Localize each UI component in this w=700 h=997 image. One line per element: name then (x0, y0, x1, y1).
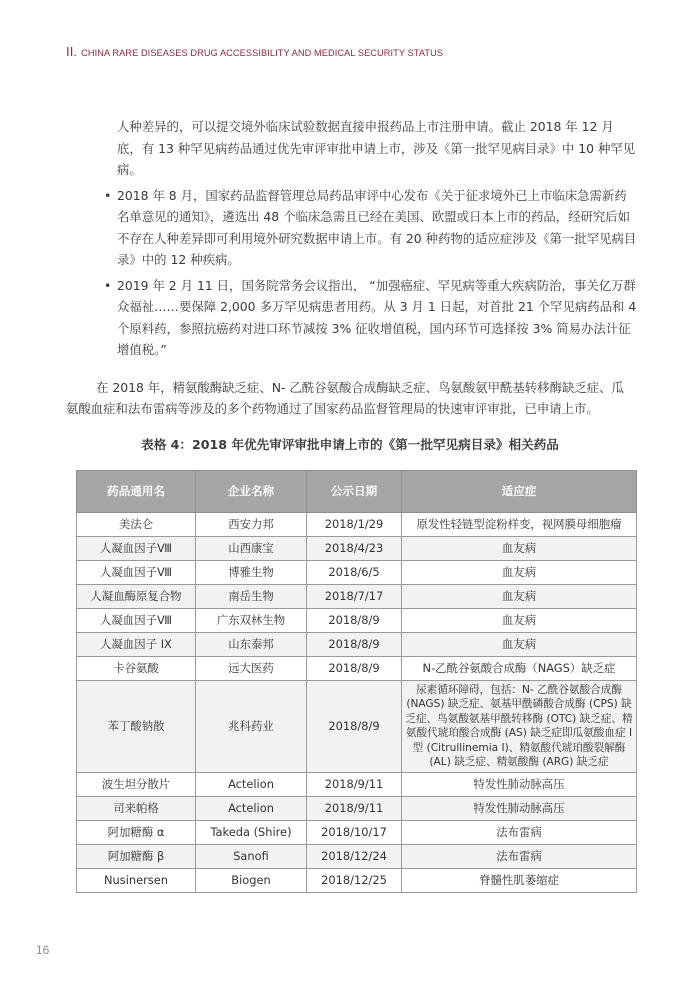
cell-company: 南岳生物 (196, 584, 307, 608)
drugs-table (76, 470, 637, 894)
table-row (77, 632, 637, 656)
cell-date: 2018/12/25 (307, 869, 402, 893)
bullet-icon: • (104, 187, 112, 203)
cell-date: 2018/1/29 (307, 512, 402, 536)
table-body (77, 512, 637, 893)
column-header-drug-name: 药品通用名 (77, 470, 196, 512)
cell-drug-name: 人凝血酶原复合物 (77, 584, 196, 608)
table-row (77, 560, 637, 584)
cell-drug-name: 人凝血因子 IX (77, 632, 196, 656)
column-header-indication: 适应症 (402, 470, 637, 512)
cell-indication: 特发性肺动脉高压 (402, 773, 637, 797)
table-title: 表格 4：2018 年优先审评审批申请上市的《第一批罕见病目录》相关药品 (141, 436, 559, 452)
cell-company: 博雅生物 (196, 560, 307, 584)
content (0, 116, 700, 957)
cell-date: 2018/8/9 (307, 632, 402, 656)
cell-drug-name: 美法仑 (77, 512, 196, 536)
table-row (77, 584, 637, 608)
bullet-text: 2019 年 2 月 11 日，国务院常务会议指出， “加强癌症、罕见病等重大疾病防治，事关亿万群众福祉……要保障 2,000 多万罕见病患者用药。从 3 月 1 日起，对首批 21 个罕见病药品和 4 个原料药，参照抗癌药对进口环节减按 3% 征收增值税，国内环节可选择按 3% 简易办法计征增值税。” (117, 277, 637, 357)
cell-drug-name: 人凝血因子Ⅷ (77, 536, 196, 560)
cell-indication: 法布雷病 (402, 845, 637, 869)
column-header-date: 公示日期 (307, 470, 402, 512)
cell-indication: 特发性肺动脉高压 (402, 797, 637, 821)
cell-company: Actelion (196, 773, 307, 797)
cell-drug-name: 苯丁酸钠散 (77, 680, 196, 773)
cell-company: 广东双林生物 (196, 608, 307, 632)
cell-company: Biogen (196, 869, 307, 893)
bullet-item (104, 275, 637, 361)
cell-company: 山东泰邦 (196, 632, 307, 656)
cell-indication: 血友病 (402, 632, 637, 656)
cell-indication: N-乙酰谷氨酸合成酶（NAGS）缺乏症 (402, 656, 637, 680)
running-header (66, 44, 700, 60)
cell-drug-name: 人凝血因子Ⅷ (77, 560, 196, 584)
table-row (77, 512, 637, 536)
table-row (77, 821, 637, 845)
cell-date: 2018/4/23 (307, 536, 402, 560)
cell-company: 山西康宝 (196, 536, 307, 560)
cell-company: 兆科药业 (196, 680, 307, 773)
table-row (77, 773, 637, 797)
chapter-roman-numeral: II. (66, 44, 78, 59)
cell-indication: 尿素循环障碍，包括：N- 乙酰谷氨酸合成酶 (NAGS) 缺乏症、氨基甲酰磷酸合成酶 (CPS) 缺乏症、鸟氨酸氨基甲酰转移酶 (OTC) 缺乏症、精氨酸代琥珀酸合成酶 (AS) 缺乏症即瓜氨酸血症 I 型 (Citrullinemia I)、精氨酸代琥珀酸裂解酶 (AL) 缺乏症、精氨酸酶 (ARG) 缺乏症 (402, 680, 637, 773)
bullet-text: 2018 年 8 月，国家药品监督管理总局药品审评中心发布《关于征求境外已上市临床急需新药名单意见的通知》，遴选出 48 个临床急需且已经在美国、欧盟或日本上市的药品，经研究后如不存在人种差异即可利用境外研究数据申请上市。有 20 种药物的适应症涉及《第一批罕见病目录》中的 12 种疾病。 (117, 187, 637, 267)
cell-company: 西安力邦 (196, 512, 307, 536)
cell-drug-name: 阿加糖酶 α (77, 821, 196, 845)
cell-date: 2018/7/17 (307, 584, 402, 608)
cell-indication: 血友病 (402, 608, 637, 632)
cell-date: 2018/10/17 (307, 821, 402, 845)
continuation-paragraph: 人种差异的，可以提交境外临床试验数据直接申报药品上市注册申请。截止 2018 年 12 月底，有 13 种罕见病药品通过优先审评审批申请上市，涉及《第一批罕见病目录》中 10 种罕见病。 (117, 119, 636, 177)
table-row (77, 536, 637, 560)
cell-date: 2018/9/11 (307, 773, 402, 797)
table-row (77, 656, 637, 680)
cell-drug-name: 波生坦分散片 (77, 773, 196, 797)
cell-drug-name: Nusinersen (77, 869, 196, 893)
cell-company: Takeda (Shire) (196, 821, 307, 845)
cell-date: 2018/6/5 (307, 560, 402, 584)
table-header-row (77, 470, 637, 512)
table-row (77, 845, 637, 869)
cell-date: 2018/8/9 (307, 656, 402, 680)
cell-drug-name: 人凝血因子Ⅷ (77, 608, 196, 632)
cell-drug-name: 卡谷氨酸 (77, 656, 196, 680)
cell-indication: 原发性轻链型淀粉样变，视网膜母细胞瘤 (402, 512, 637, 536)
cell-indication: 法布雷病 (402, 821, 637, 845)
table-row (77, 608, 637, 632)
cell-date: 2018/8/9 (307, 680, 402, 773)
cell-company: Actelion (196, 797, 307, 821)
table-row (77, 869, 637, 893)
cell-date: 2018/12/24 (307, 845, 402, 869)
cell-drug-name: 阿加糖酶 β (77, 845, 196, 869)
main-paragraph: 在 2018 年，精氨酸酶缺乏症、N- 乙酰谷氨酸合成酶缺乏症、鸟氨酸氨甲酰基转移酶缺乏症、瓜氨酸血症和法布雷病等涉及的多个药物通过了国家药品监督管理局的快速审评审批，已申请上市。 (66, 379, 624, 416)
section-title: CHINA RARE DISEASES DRUG ACCESSIBILITY AND MEDICAL SECURITY STATUS (81, 48, 444, 58)
page-number: 16 (36, 943, 50, 958)
cell-drug-name: 司来帕格 (77, 797, 196, 821)
table-row (77, 680, 637, 773)
cell-indication: 脊髓性肌萎缩症 (402, 869, 637, 893)
cell-company: Sanofi (196, 845, 307, 869)
cell-indication: 血友病 (402, 536, 637, 560)
bullet-item (104, 185, 637, 271)
column-header-company: 企业名称 (196, 470, 307, 512)
cell-company: 远大医药 (196, 656, 307, 680)
cell-date: 2018/9/11 (307, 797, 402, 821)
cell-indication: 血友病 (402, 584, 637, 608)
bullet-icon: • (104, 277, 112, 293)
table-row (77, 797, 637, 821)
cell-date: 2018/8/9 (307, 608, 402, 632)
cell-indication: 血友病 (402, 560, 637, 584)
